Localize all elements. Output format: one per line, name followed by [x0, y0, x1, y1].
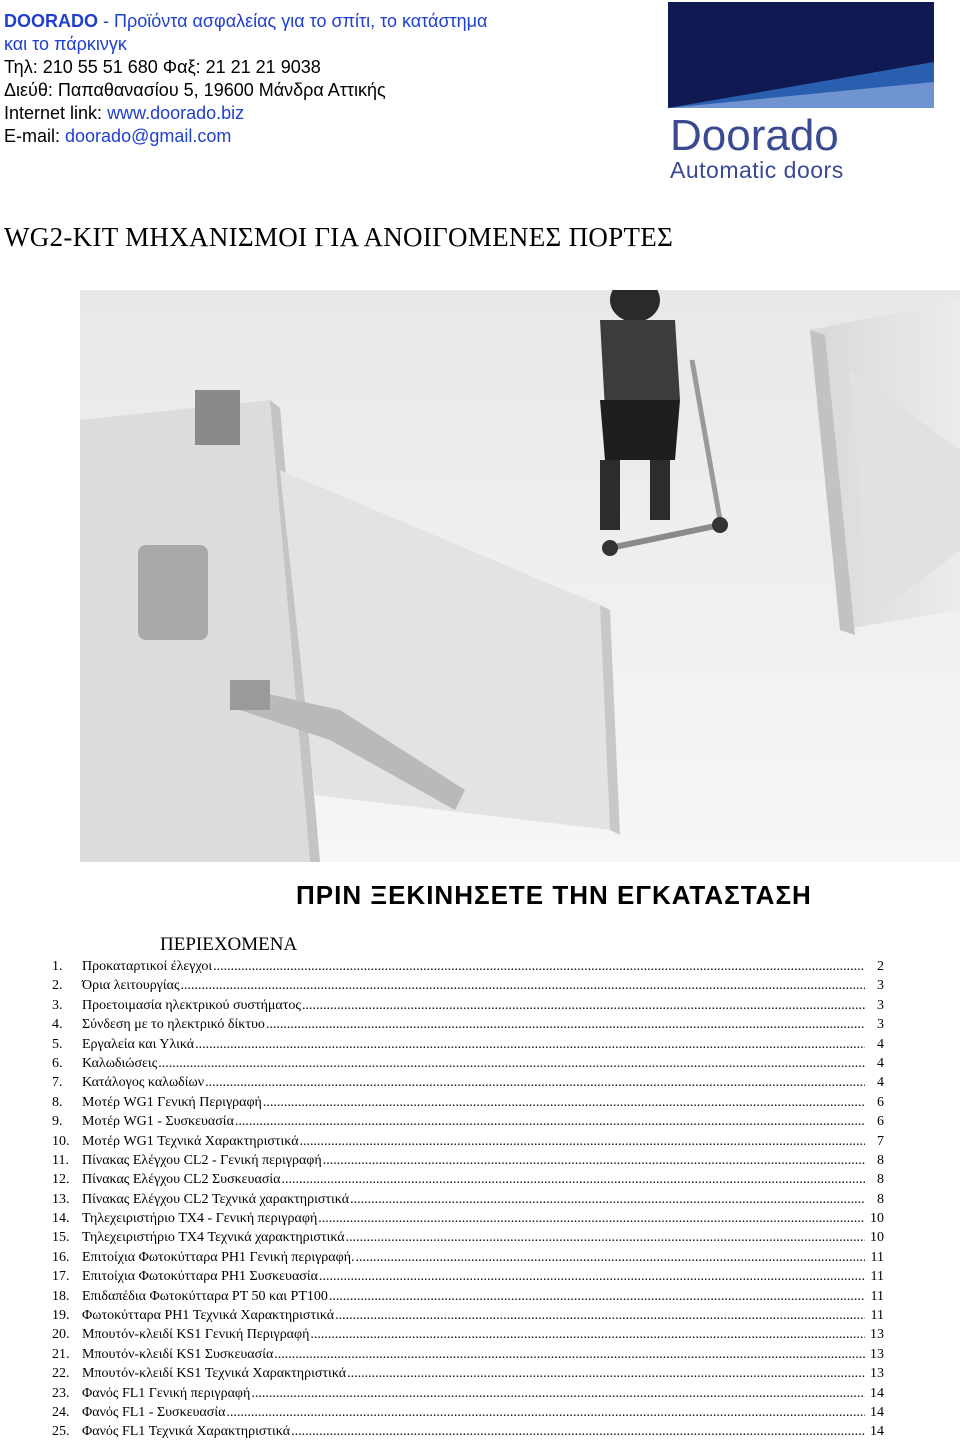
toc-number: 13.: [52, 1191, 70, 1207]
toc-page: 13: [870, 1366, 884, 1382]
toc-leader: [329, 1287, 865, 1306]
toc-leader: [310, 1325, 865, 1344]
toc-leader: [266, 1015, 865, 1034]
doorado-logo: [668, 2, 934, 188]
toc-page: 13: [870, 1346, 884, 1362]
toc-number: 22.: [52, 1366, 70, 1382]
toc-leader: [302, 996, 865, 1015]
toc-number: 23.: [52, 1385, 70, 1401]
toc-number: 18.: [52, 1288, 70, 1304]
toc-entry[interactable]: [52, 1228, 884, 1247]
toc-entry[interactable]: [52, 1151, 884, 1170]
toc-page: 8: [877, 1172, 884, 1188]
toc-page: 7: [877, 1133, 884, 1149]
toc-number: 11.: [52, 1152, 69, 1168]
toc-entry[interactable]: [52, 1190, 884, 1209]
toc-title: Προετοιμασία ηλεκτρικού συστήματος: [82, 997, 301, 1013]
toc-leader: [347, 1364, 865, 1383]
phone-fax: Τηλ: 210 55 51 680 Φαξ: 21 21 21 9038: [4, 57, 321, 77]
toc-title: Φανός FL1 - Συσκευασία: [82, 1404, 226, 1420]
toc-entry[interactable]: [52, 996, 884, 1015]
toc-leader: [158, 1054, 865, 1073]
toc-leader: [226, 1403, 865, 1422]
toc-entry[interactable]: [52, 1345, 884, 1364]
toc-title: Πίνακας Ελέγχου CL2 - Γενική περιγραφή: [82, 1152, 322, 1168]
toc-entry[interactable]: [52, 1403, 884, 1422]
toc-title: Επιτοίχια Φωτοκύτταρα PH1 Γενική περιγραφή.: [82, 1249, 355, 1265]
toc-leader: [263, 1093, 865, 1112]
toc-number: 21.: [52, 1346, 70, 1362]
toc-leader: [335, 1306, 865, 1325]
toc-page: 8: [877, 1152, 884, 1168]
company-tagline: - Προϊόντα ασφαλείας για το σπίτι, το κατάστημα: [98, 11, 488, 31]
contact-header: [4, 10, 487, 148]
toc-entry[interactable]: [52, 1170, 884, 1189]
toc-number: 14.: [52, 1211, 70, 1227]
toc-entry[interactable]: [52, 1306, 884, 1325]
toc-page: 8: [877, 1191, 884, 1207]
toc-page: 10: [870, 1211, 884, 1227]
toc-leader: [319, 1267, 865, 1286]
toc-page: 11: [870, 1288, 884, 1304]
toc-page: 13: [870, 1327, 884, 1343]
email-link[interactable]: doorado@gmail.com: [65, 126, 232, 146]
email-label: E-mail:: [4, 126, 66, 146]
company-name: DOORADO: [4, 11, 98, 31]
toc-number: 10.: [52, 1133, 70, 1149]
toc-page: 6: [877, 1094, 884, 1110]
toc-leader: [318, 1209, 865, 1228]
toc-leader: [281, 1170, 865, 1189]
document-title: WG2-KIT ΜΗΧΑΝΙΣΜΟΙ ΓΙΑ ΑΝΟΙΓΟΜΕΝΕΣ ΠΟΡΤΕΣ: [4, 222, 674, 252]
toc-number: 8.: [52, 1094, 63, 1110]
toc-number: 16.: [52, 1249, 70, 1265]
toc-number: 5.: [52, 1036, 63, 1052]
toc-entry[interactable]: [52, 1364, 884, 1383]
toc-page: 4: [877, 1036, 884, 1052]
toc-leader: [181, 976, 865, 995]
toc-leader: [356, 1248, 865, 1267]
toc-leader: [346, 1228, 865, 1247]
toc-page: 11: [870, 1249, 884, 1265]
toc-entry[interactable]: [52, 1267, 884, 1286]
toc-number: 2.: [52, 978, 63, 994]
toc-leader: [274, 1345, 865, 1364]
toc-title: Καλωδιώσεις: [82, 1055, 158, 1071]
toc-page: 11: [870, 1308, 884, 1324]
logo-subtitle: Automatic doors: [670, 157, 844, 183]
toc-number: 7.: [52, 1075, 63, 1091]
company-tagline-cont: και το πάρκινγκ: [4, 34, 127, 54]
toc-title: Φωτοκύτταρα PH1 Τεχνικά Χαρακτηριστικά: [82, 1308, 335, 1324]
toc-heading: ΠΕΡΙΕΧΟΜΕΝΑ: [160, 934, 298, 955]
toc-entry[interactable]: [52, 1035, 884, 1054]
toc-page: 14: [870, 1424, 884, 1440]
toc-page: 10: [870, 1230, 884, 1246]
logo-wordmark: Doorado: [670, 111, 839, 160]
product-photo: [80, 290, 960, 862]
toc-title: Κατάλογος καλωδίων: [82, 1075, 205, 1091]
toc-entry[interactable]: [52, 1209, 884, 1228]
toc-entry[interactable]: [52, 976, 884, 995]
toc-title: Μοτέρ WG1 Γενική Περιγραφή: [82, 1094, 262, 1110]
toc-leader: [213, 957, 865, 976]
toc-number: 1.: [52, 959, 63, 974]
toc-title: Φανός FL1 Τεχνικά Χαρακτηριστικά: [82, 1424, 291, 1440]
toc-title: Πίνακας Ελέγχου CL2 Τεχνικά χαρακτηριστικά: [82, 1191, 350, 1207]
toc-title: Επιδαπέδια Φωτοκύτταρα PT 50 και PT100: [82, 1288, 328, 1304]
toc-title: Μοτέρ WG1 Τεχνικά Χαρακτηριστικά: [82, 1133, 299, 1149]
toc-number: 20.: [52, 1327, 70, 1343]
table-of-contents: [52, 957, 884, 1442]
toc-number: 15.: [52, 1230, 70, 1246]
toc-page: 14: [870, 1404, 884, 1420]
toc-page: 2: [877, 959, 884, 974]
toc-title: Όρια λειτουργίας: [82, 978, 180, 994]
toc-page: 3: [877, 997, 884, 1013]
toc-page: 3: [877, 1017, 884, 1033]
toc-entry[interactable]: [52, 1073, 884, 1092]
toc-number: 4.: [52, 1017, 63, 1033]
toc-title: Τηλεχειριστήριο TX4 Τεχνικά χαρακτηριστικά: [82, 1230, 345, 1246]
toc-title: Μπουτόν-κλειδί KS1 Συσκευασία: [82, 1346, 274, 1362]
toc-entry[interactable]: [52, 1015, 884, 1034]
toc-page: 11: [870, 1269, 884, 1285]
internet-line: [4, 102, 487, 125]
toc-title: Φανός FL1 Γενική περιγραφή: [82, 1385, 251, 1401]
toc-title: Τηλεχειριστήριο TX4 - Γενική περιγραφή: [82, 1211, 318, 1227]
toc-title: Πίνακας Ελέγχου CL2 Συσκευασία: [82, 1172, 281, 1188]
toc-entry[interactable]: [52, 1422, 884, 1441]
toc-number: 25.: [52, 1424, 70, 1440]
toc-number: 19.: [52, 1308, 70, 1324]
address: Διεύθ: Παπαθανασίου 5, 19600 Μάνδρα Αττικής: [4, 80, 386, 100]
toc-leader: [205, 1073, 865, 1092]
toc-title: Μοτέρ WG1 - Συσκευασία: [82, 1114, 234, 1130]
toc-leader: [323, 1151, 865, 1170]
toc-entry[interactable]: [52, 1325, 884, 1344]
toc-number: 6.: [52, 1055, 63, 1071]
toc-leader: [235, 1112, 865, 1131]
toc-title: Σύνδεση με το ηλεκτρικό δίκτυο: [82, 1017, 265, 1033]
toc-title: Μπουτόν-κλειδί KS1 Τεχνικά Χαρακτηριστικά: [82, 1366, 347, 1382]
internet-label: Internet link:: [4, 103, 108, 123]
toc-entry[interactable]: [52, 1384, 884, 1403]
toc-entry[interactable]: [52, 957, 884, 976]
toc-page: 6: [877, 1114, 884, 1130]
toc-number: 9.: [52, 1114, 63, 1130]
header-line-1: [4, 10, 487, 33]
toc-page: 3: [877, 978, 884, 994]
email-line: [4, 125, 487, 148]
toc-number: 3.: [52, 997, 63, 1013]
toc-entry[interactable]: [52, 1248, 884, 1267]
section-heading: ΠΡΙΝ ΞΕΚΙΝΗΣΕΤΕ ΤΗΝ ΕΓΚΑΤΑΣΤΑΣΗ: [296, 880, 812, 910]
toc-entry[interactable]: [52, 1287, 884, 1306]
toc-title: Επιτοίχια Φωτοκύτταρα PH1 Συσκευασία: [82, 1269, 318, 1285]
toc-leader: [291, 1422, 865, 1441]
toc-leader: [350, 1190, 865, 1209]
toc-number: 24.: [52, 1404, 70, 1420]
toc-number: 12.: [52, 1172, 70, 1188]
toc-leader: [195, 1035, 865, 1054]
toc-number: 17.: [52, 1269, 70, 1285]
toc-title: Μπουτόν-κλειδί KS1 Γενική Περιγραφή: [82, 1327, 310, 1343]
toc-entry[interactable]: [52, 1112, 884, 1131]
toc-entry[interactable]: [52, 1054, 884, 1073]
toc-leader: [251, 1384, 865, 1403]
toc-entry[interactable]: [52, 1093, 884, 1112]
toc-page: 4: [877, 1075, 884, 1091]
website-link[interactable]: www.doorado.biz: [107, 103, 245, 123]
toc-title: Εργαλεία και Υλικά: [82, 1036, 195, 1052]
toc-leader: [300, 1132, 865, 1151]
toc-title: Προκαταρτικοί έλεγχοι: [82, 959, 213, 974]
toc-page: 4: [877, 1055, 884, 1071]
toc-page: 14: [870, 1385, 884, 1401]
toc-entry[interactable]: [52, 1132, 884, 1151]
